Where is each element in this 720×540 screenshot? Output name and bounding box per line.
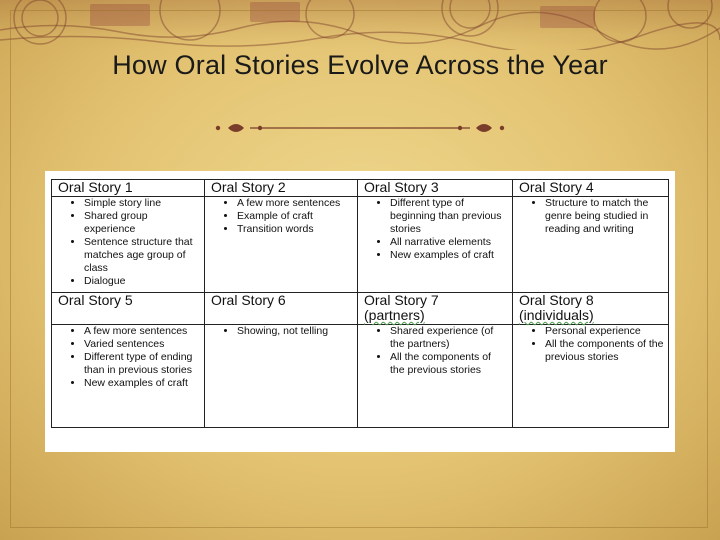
story-heading: Oral Story 3	[364, 179, 439, 195]
table-cell	[358, 197, 513, 293]
bullet-list	[211, 325, 353, 338]
table-cell	[513, 325, 669, 428]
table-header-cell	[358, 293, 513, 325]
table-header-cell	[205, 293, 358, 325]
table-header-cell	[513, 180, 669, 197]
story-heading: Oral Story 5	[58, 292, 133, 308]
list-item: • Shared experience (of the partners)	[390, 325, 508, 351]
list-item: • Different type of ending than in previous stories	[84, 351, 200, 377]
list-item: • Dialogue	[84, 275, 200, 288]
list-item: • A few more sentences	[84, 325, 200, 338]
bullet-list	[519, 325, 664, 364]
list-item: • Showing, not telling	[237, 325, 353, 338]
table-header-row	[52, 180, 669, 197]
bullet-list	[519, 197, 664, 236]
story-heading: Oral Story 1	[58, 179, 133, 195]
oral-stories-table	[51, 179, 669, 428]
story-heading: Oral Story 7	[364, 292, 439, 308]
table-row	[52, 325, 669, 428]
list-item: • All the components of the previous stories	[545, 338, 664, 364]
table-cell	[205, 197, 358, 293]
table-cell	[205, 325, 358, 428]
story-heading: Oral Story 6	[211, 292, 286, 308]
list-item: • Personal experience	[545, 325, 664, 338]
list-item: • Different type of beginning than previous stories	[390, 197, 508, 236]
table-header-cell	[52, 180, 205, 197]
story-table-image	[45, 171, 675, 452]
story-heading: Oral Story 2	[211, 179, 286, 195]
table-header-row	[52, 293, 669, 325]
divider-ornament-icon	[210, 116, 510, 140]
story-subheading: (individuals)	[519, 307, 594, 323]
list-item: • Transition words	[237, 223, 353, 236]
bullet-list	[364, 197, 508, 262]
list-item: • A few more sentences	[237, 197, 353, 210]
list-item: • New examples of craft	[84, 377, 200, 390]
slide-title: How Oral Stories Evolve Across the Year	[112, 50, 608, 80]
list-item: • All the components of the previous stories	[390, 351, 508, 377]
list-item: • Structure to match the genre being studied in reading and writing	[545, 197, 664, 236]
list-item: • Example of craft	[237, 210, 353, 223]
table-row	[52, 197, 669, 293]
table-cell	[52, 325, 205, 428]
bullet-list	[58, 197, 200, 288]
story-heading: Oral Story 4	[519, 179, 594, 195]
table-cell	[52, 197, 205, 293]
list-item: • Shared group experience	[84, 210, 200, 236]
table-cell	[358, 325, 513, 428]
table-header-cell	[52, 293, 205, 325]
table-header-cell	[205, 180, 358, 197]
list-item: • All narrative elements	[390, 236, 508, 249]
bullet-list	[58, 325, 200, 390]
story-subheading: (partners)	[364, 307, 425, 323]
bullet-list	[211, 197, 353, 236]
table-header-cell	[513, 293, 669, 325]
table-header-cell	[358, 180, 513, 197]
list-item: • Sentence structure that matches age group of class	[84, 236, 200, 275]
story-heading: Oral Story 8	[519, 292, 594, 308]
list-item: • New examples of craft	[390, 249, 508, 262]
bullet-list	[364, 325, 508, 377]
list-item: • Simple story line	[84, 197, 200, 210]
table-cell	[513, 197, 669, 293]
list-item: • Varied sentences	[84, 338, 200, 351]
